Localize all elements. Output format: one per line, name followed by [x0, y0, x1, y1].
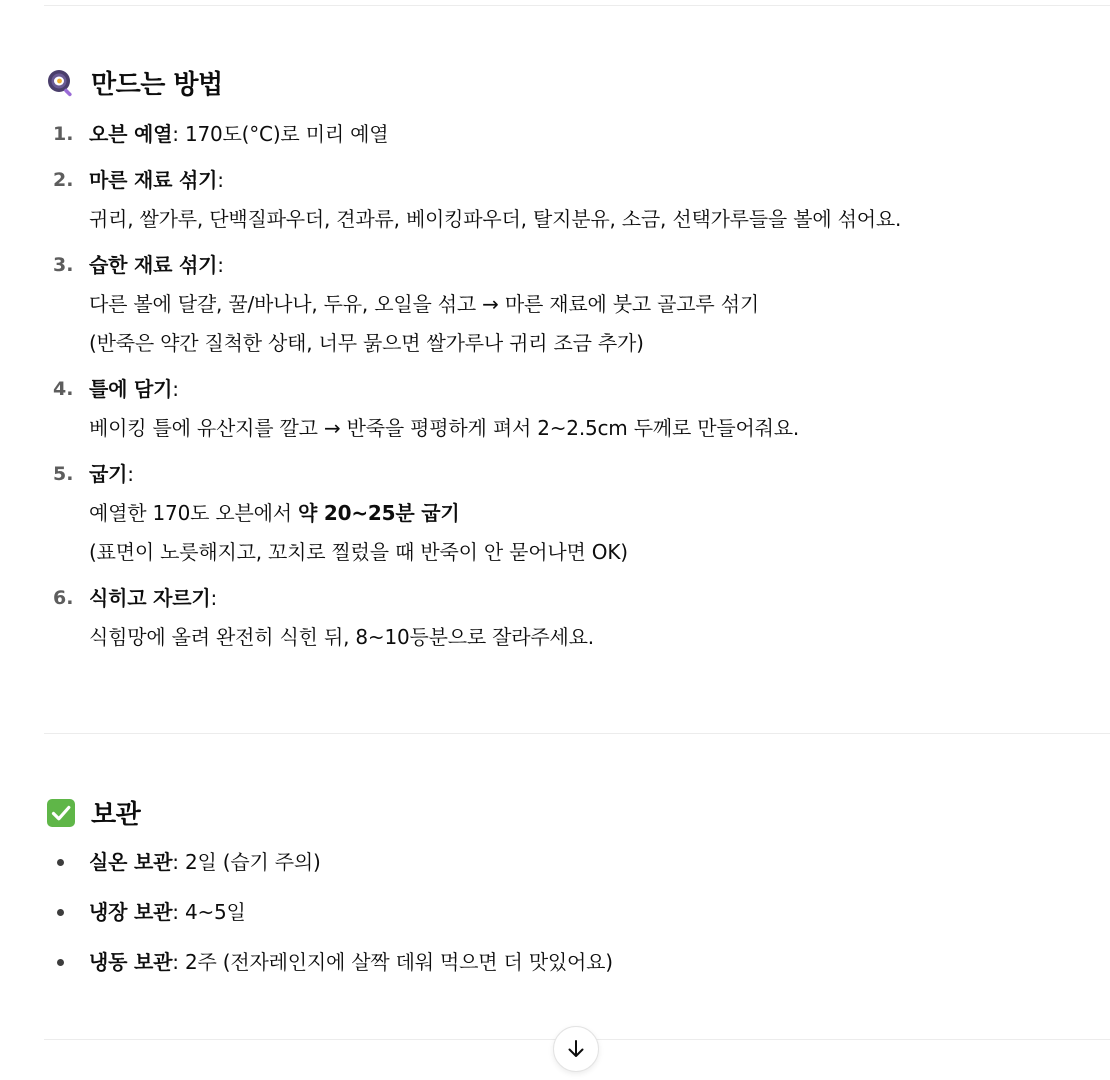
step-number: 1.: [53, 123, 74, 145]
list-item: [46, 847, 1046, 877]
step-text: 170도(°C)로 미리 예열: [184, 122, 389, 146]
step-note: (반죽은 약간 질척한 상태, 너무 묽으면 쌀가루나 귀리 조금 추가): [89, 331, 644, 355]
storage-label: 냉장 보관: [89, 900, 173, 924]
step-text: 다른 볼에 달걀, 꿀/바나나, 두유, 오일을 섞고 → 마른 재료에 붓고 골고루 섞기: [89, 292, 759, 316]
bake-time: 약 20~25분 굽기: [298, 501, 460, 525]
step-title: 습한 재료 섞기: [89, 253, 218, 277]
step-note: (표면이 노릇해지고, 꼬치로 찔렀을 때 반죽이 안 묻어나면 OK): [89, 540, 628, 564]
frying-pan-icon: [46, 68, 76, 98]
divider: [44, 5, 1110, 6]
method-title: 만드는 방법: [91, 70, 223, 100]
method-heading: [46, 64, 1046, 101]
storage-text: : 2주 (전자레인지에 살짝 데워 먹으면 더 맛있어요): [172, 950, 613, 974]
step-title: 마른 재료 섞기: [89, 168, 218, 192]
step-text: 식힘망에 올려 완전히 식힌 뒤, 8~10등분으로 잘라주세요.: [89, 625, 594, 649]
bullet-dot: [57, 859, 64, 866]
list-item: [46, 897, 1046, 927]
step-title: 오븐 예열: [89, 122, 173, 146]
list-item: 5. 굽기: 예열한 170도 오븐에서 약 20~25분 굽기 (표면이 노릇해지고, 꼬치로 찔렀을 때 반죽이 안 묻어나면 OK): [46, 459, 1046, 567]
step-title: 굽기: [89, 462, 128, 486]
step-title: 틀에 담기: [89, 377, 173, 401]
storage-label: 실온 보관: [89, 850, 173, 874]
list-item: 2. 마른 재료 섞기: 귀리, 쌀가루, 단백질파우더, 견과류, 베이킹파우더, 탈지분유, 소금, 선택가루들을 볼에 섞어요.: [46, 165, 1046, 234]
step-number: 5.: [53, 463, 74, 485]
storage-label: 냉동 보관: [89, 950, 173, 974]
storage-text: : 2일 (습기 주의): [172, 850, 321, 874]
step-title: 식히고 자르기: [89, 586, 211, 610]
step-number: 2.: [53, 169, 74, 191]
storage-heading: [46, 794, 1046, 831]
list-item: 1. 오븐 예열: 170도(°C)로 미리 예열: [46, 119, 1046, 149]
list-item: [46, 947, 1046, 977]
arrow-down-icon: [565, 1038, 587, 1060]
divider: [44, 733, 1110, 734]
step-number: 4.: [53, 378, 74, 400]
bullet-dot: [57, 959, 64, 966]
storage-text: : 4~5일: [172, 900, 246, 924]
check-mark-button-icon: [46, 798, 76, 828]
method-steps-list: [46, 119, 1046, 652]
bullet-dot: [57, 909, 64, 916]
step-number: 6.: [53, 587, 74, 609]
step-number: 3.: [53, 254, 74, 276]
list-item: 4. 틀에 담기: 베이킹 틀에 유산지를 깔고 → 반죽을 평평하게 펴서 2~2.5cm 두께로 만들어줘요.: [46, 374, 1046, 443]
step-text: 예열한 170도 오븐에서 약 20~25분 굽기: [89, 501, 460, 525]
storage-title: 보관: [91, 800, 141, 830]
method-section: [46, 64, 1046, 668]
storage-section: [46, 794, 1046, 997]
list-item: 3. 습한 재료 섞기: 다른 볼에 달걀, 꿀/바나나, 두유, 오일을 섞고 → 마른 재료에 붓고 골고루 섞기 (반죽은 약간 질척한 상태, 너무 묽으면 쌀가루나 귀리 조금 추가): [46, 250, 1046, 358]
step-text: 귀리, 쌀가루, 단백질파우더, 견과류, 베이킹파우더, 탈지분유, 소금, 선택가루들을 볼에 섞어요.: [89, 207, 902, 231]
storage-list: [46, 847, 1046, 977]
scroll-to-bottom-button[interactable]: [553, 1026, 599, 1072]
step-text: 베이킹 틀에 유산지를 깔고 → 반죽을 평평하게 펴서 2~2.5cm 두께로 만들어줘요.: [89, 416, 800, 440]
list-item: 6. 식히고 자르기: 식힘망에 올려 완전히 식힌 뒤, 8~10등분으로 잘라주세요.: [46, 583, 1046, 652]
